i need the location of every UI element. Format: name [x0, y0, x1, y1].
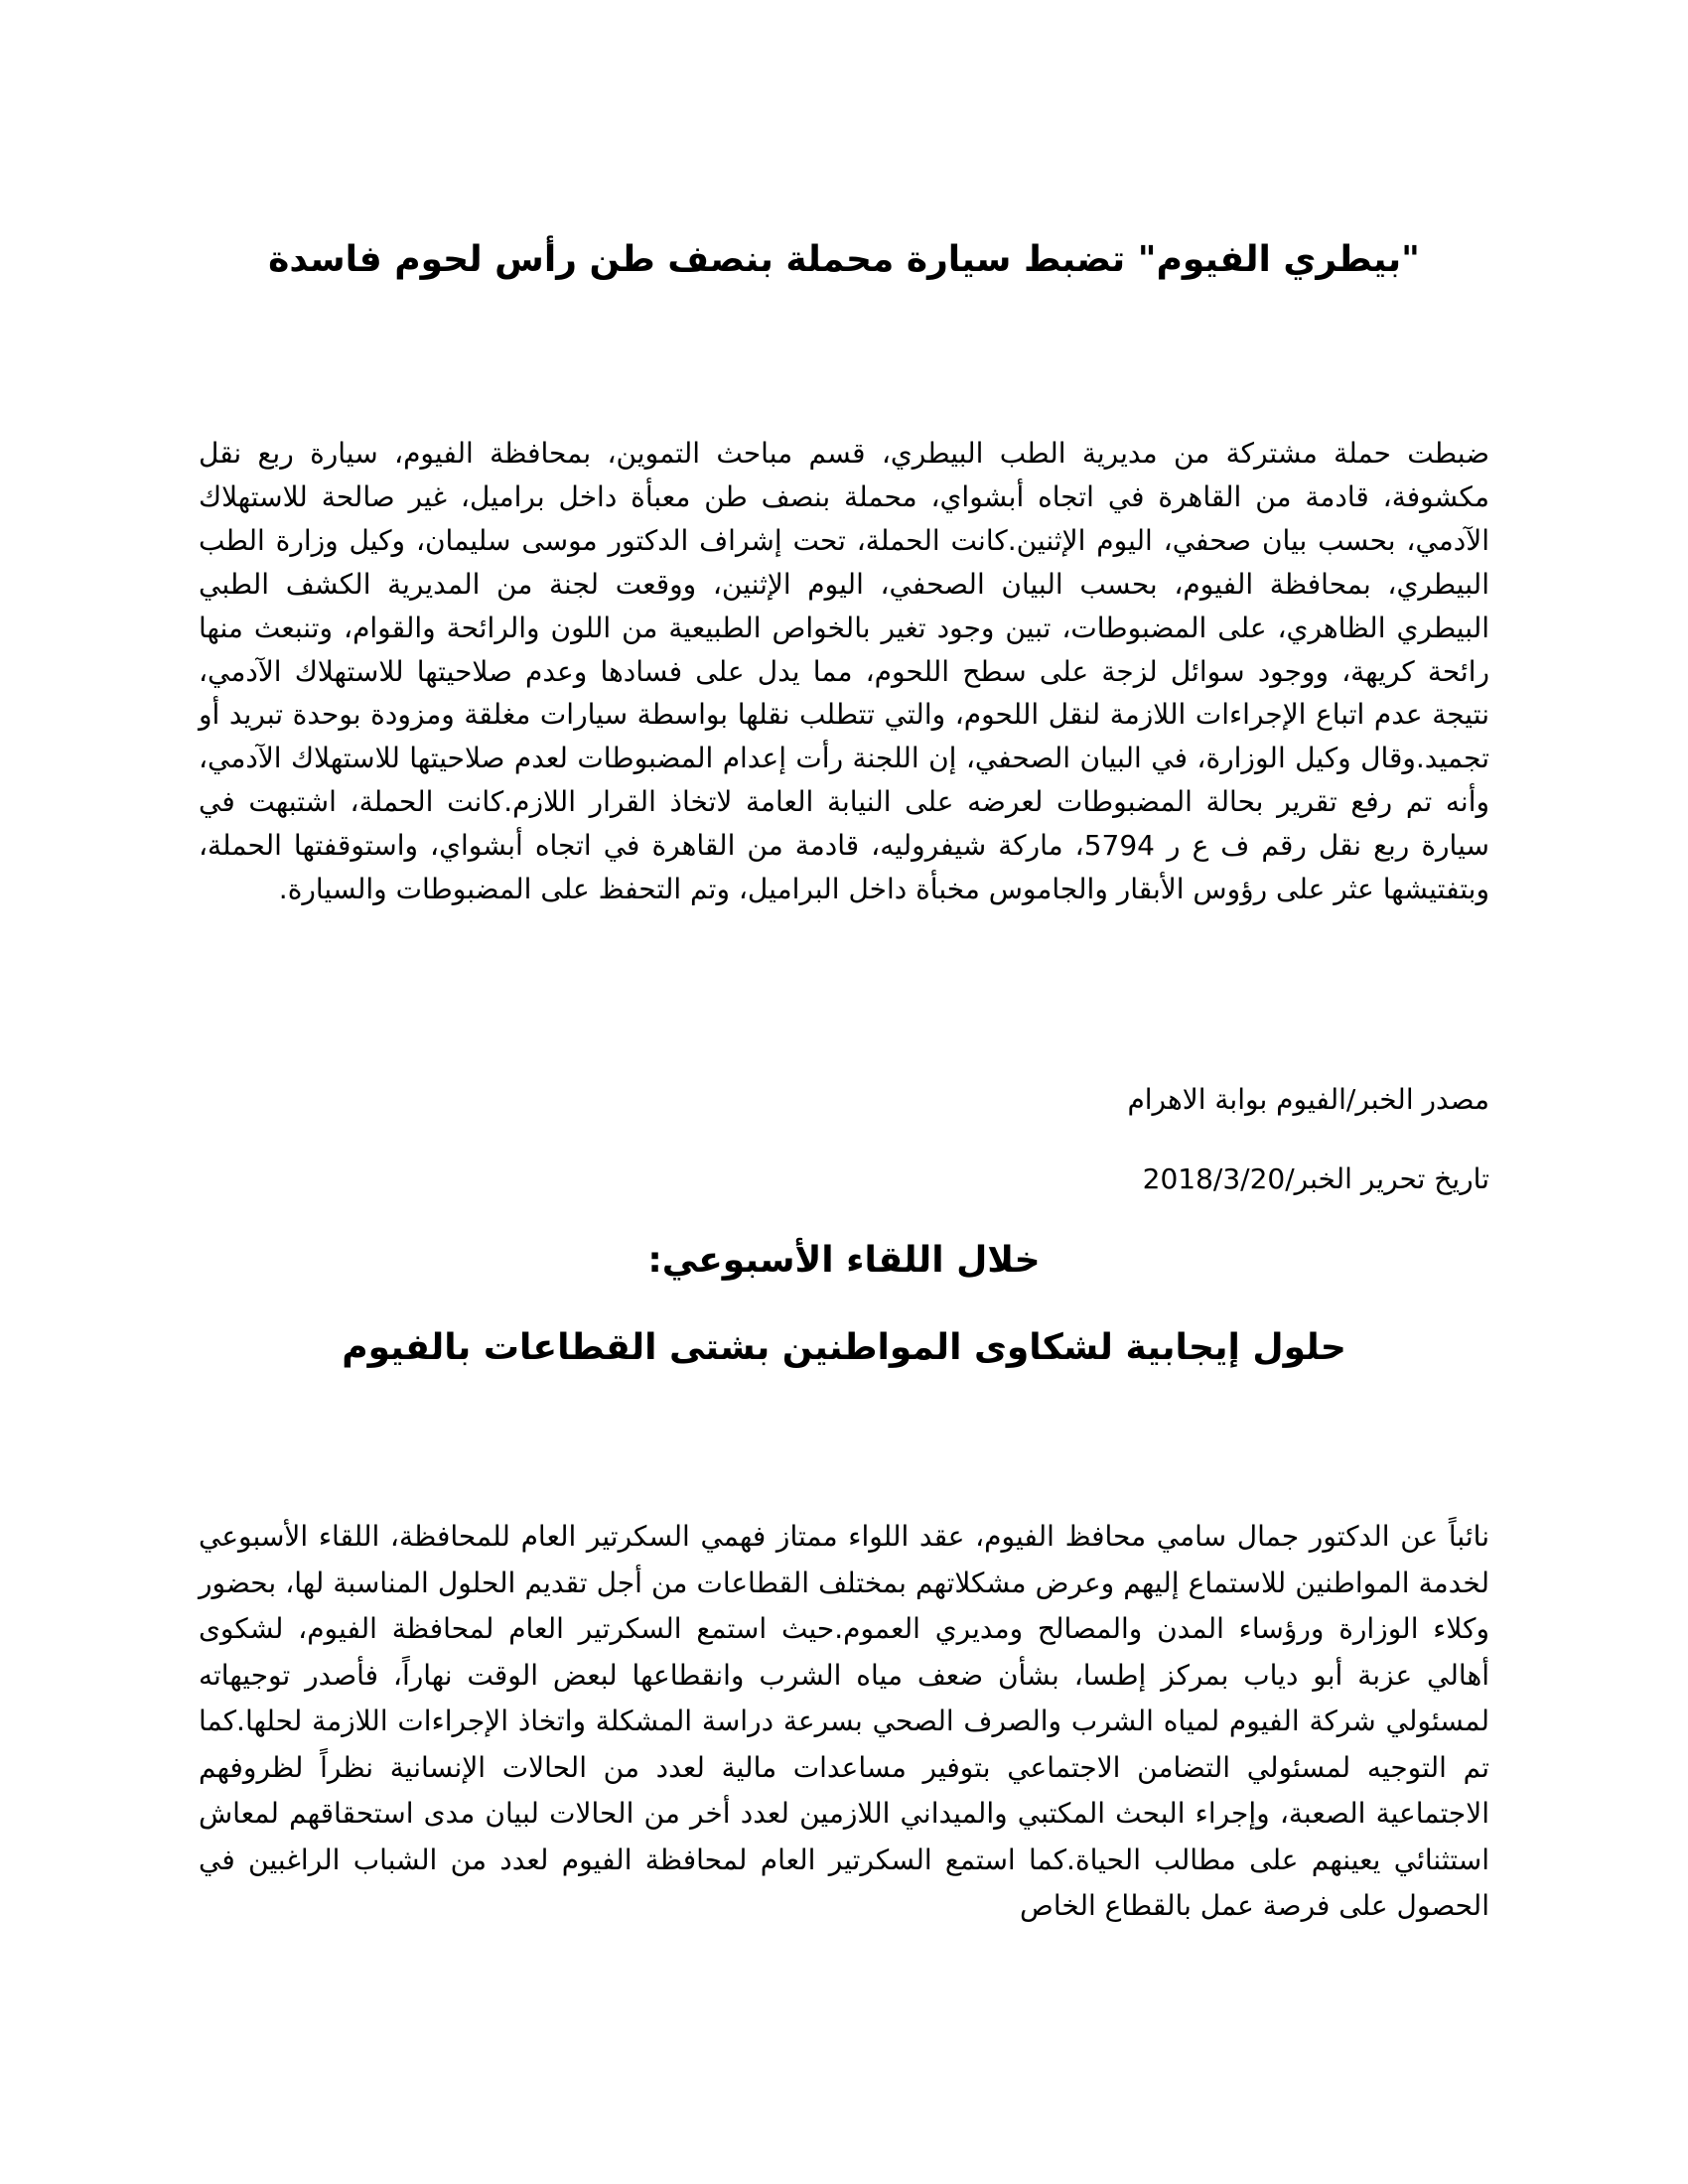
article-body: ضبطت حملة مشتركة من مديرية الطب البيطري، قسم مباحث التموين، بمحافظة الفيوم، سيارة ربع نقل مكشوفة، قادمة من القاهرة في اتجاه أبشواي، محملة بنصف طن معبأة داخل براميل، غير صالحة للاستهلاك الآدمي، بحسب بيان صحفي، اليوم الإثنين.كانت الحملة، تحت إشراف الدكتور موسى سليمان، وكيل وزارة الطب البيطري، بمحافظة الفيوم، بحسب البيان الصحفي، اليوم الإثنين، ووقعت لجنة من المديرية الكشف الطبي البيطري الظاهري، على المضبوطات، تبين وجود تغير بالخواص الطبيعية من اللون والرائحة والقوام، وتنبعث منها رائحة كريهة، ووجود سوائل لزجة على سطح اللحوم، مما يدل على فسادها وعدم صلاحيتها للاستهلاك الآدمي، نتيجة عدم اتباع الإجراءات اللازمة لنقل اللحوم، والتي تتطلب نقلها بواسطة سيارات مغلقة ومزودة بوحدة تبريد أو تجميد.وقال وكيل الوزارة، في البيان الصحفي، إن اللجنة رأت إعدام المضبوطات لعدم صلاحيتها للاستهلاك الآدمي، وأنه تم رفع تقرير بحالة المضبوطات لعرضه على النيابة العامة لاتخاذ القرار اللازم.كانت الحملة، اشتبهت في سيارة ربع نقل رقم ف ع ر 5794، ماركة شيفروليه، قادمة من القاهرة في اتجاه أبشواي، واستوقفتها الحملة، وبتفتيشها عثر على رؤوس الأبقار والجاموس مخبأة داخل البراميل، وتم التحفظ على المضبوطات والسيارة.	[199, 437, 1489, 906]
article-title: "بيطري الفيوم" تضبط سيارة محملة بنصف طن رأس لحوم فاسدة	[268, 239, 1420, 280]
section-heading: خلال اللقاء الأسبوعي:	[647, 1240, 1041, 1281]
news-source: مصدر الخبر/الفيوم بوابة الاهرام	[1127, 1083, 1489, 1116]
second-article-body: نائباً عن الدكتور جمال سامي محافظ الفيوم، عقد اللواء ممتاز فهمي السكرتير العام للمحافظة، اللقاء الأسبوعي لخدمة المواطنين للاستماع إليهم وعرض مشكلاتهم بمختلف القطاعات من أجل تقديم الحلول المناسبة لها، بحضور وكلاء الوزارة ورؤساء المدن والمصالح ومديري العموم.حيث استمع السكرتير العام لمحافظة الفيوم، لشكوى أهالي عزبة أبو دياب بمركز إطسا، بشأن ضعف مياه الشرب وانقطاعها لبعض الوقت نهاراً، فأصدر توجيهاته لمسئولي شركة الفيوم لمياه الشرب والصرف الصحي بسرعة دراسة المشكلة واتخاذ الإجراءات اللازمة لحلها.كما تم التوجيه لمسئولي التضامن الاجتماعي بتوفير مساعدات مالية لعدد من الحالات الإنسانية نظراً لظروفهم الاجتماعية الصعبة، وإجراء البحث المكتبي والميداني اللازمين لعدد أخر من الحالات لبيان مدى استحقاقهم لمعاش استثنائي يعينهم على مطالب الحياة.كما استمع السكرتير العام لمحافظة الفيوم لعدد من الشباب الراغبين في الحصول على فرصة عمل بالقطاع الخاص	[199, 1520, 1489, 1922]
edit-date: تاريخ تحرير الخبر/2018/3/20	[1142, 1162, 1489, 1195]
second-article-title: حلول إيجابية لشكاوى المواطنين بشتى القطاعات بالفيوم	[342, 1327, 1346, 1368]
